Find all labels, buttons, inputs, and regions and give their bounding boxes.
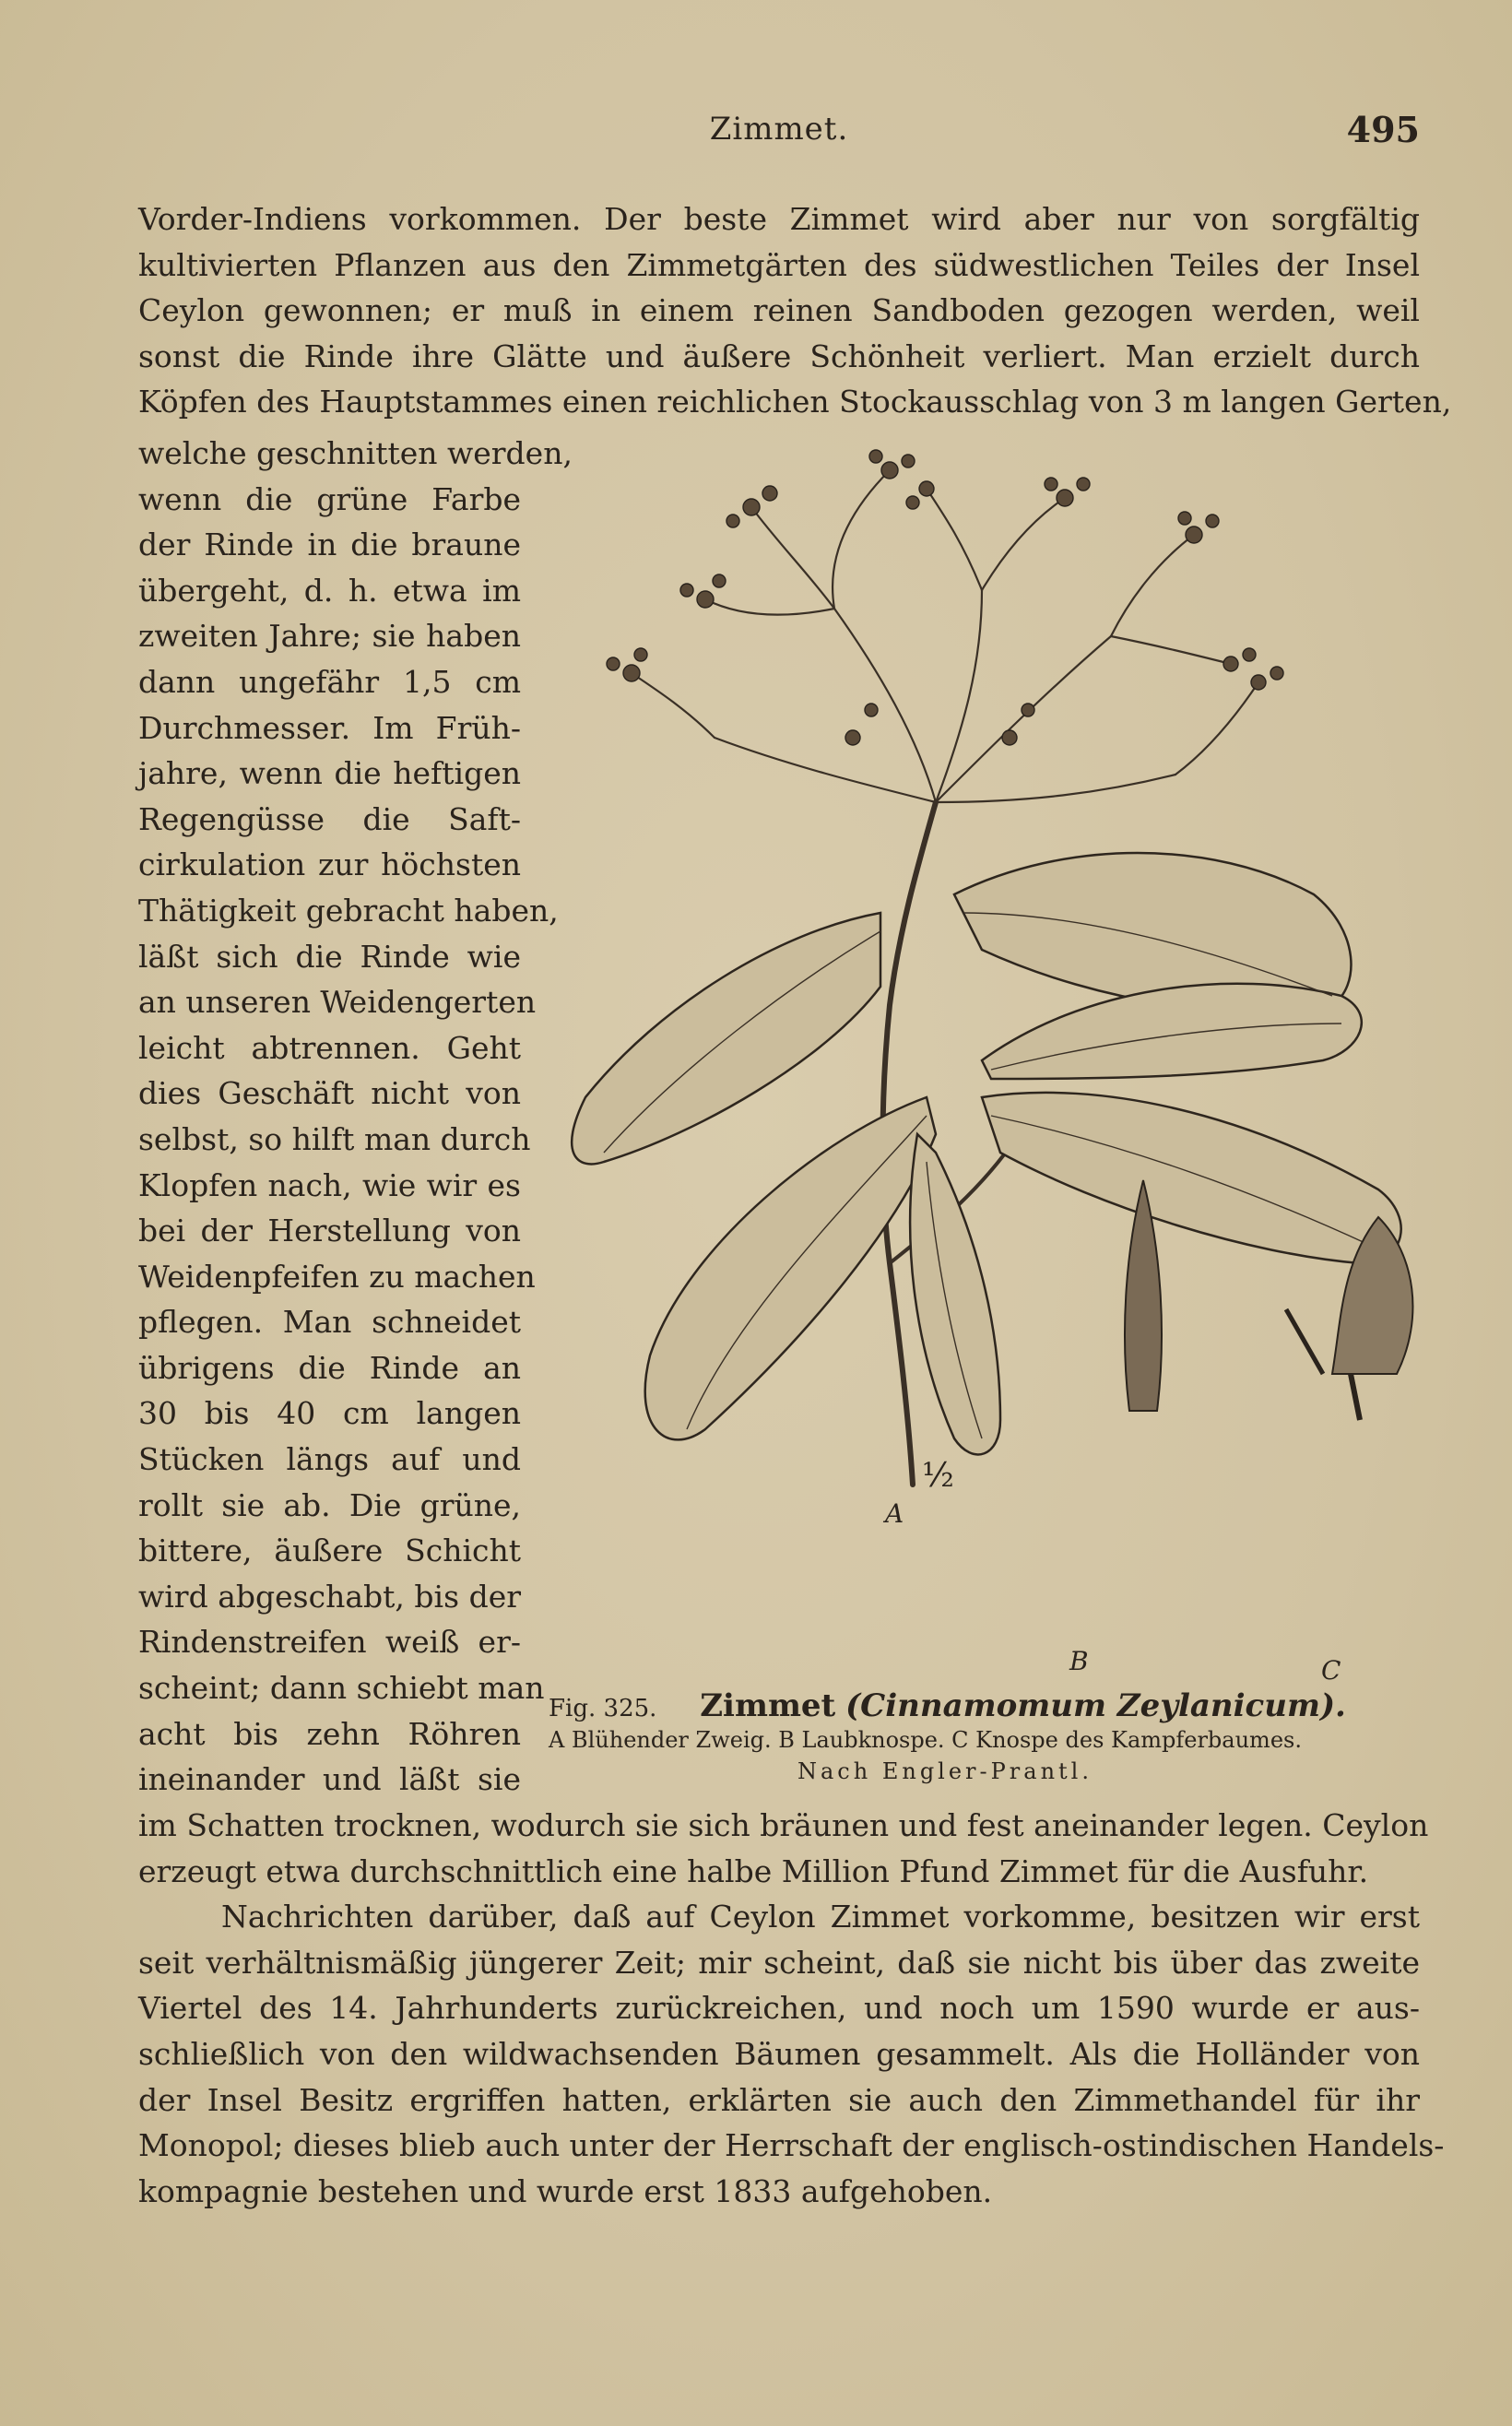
text-line: rollt sie ab. Die grüne, — [138, 1486, 521, 1523]
text-line: dann ungefähr 1,5 cm — [138, 663, 521, 700]
figure-caption — [549, 1687, 1424, 1787]
caption-description: A Blühender Zweig. B Laubknospe. C Knospe des Kampferbaumes. — [549, 1727, 1302, 1753]
text-line: 30 bis 40 cm langen — [138, 1395, 521, 1432]
text-line: Köpfen des Hauptstammes einen reichlichen Stockausschlag von 3 m langen Gerten, — [138, 384, 1452, 420]
text-line: bittere, äußere Schicht — [138, 1533, 521, 1569]
caption-title: Zimmet — [700, 1687, 836, 1724]
text-line: zweiten Jahre; sie haben — [138, 618, 521, 655]
text-line: Nachrichten darüber, daß auf Ceylon Zimmet vorkomme, besitzen wir erst — [221, 1899, 1420, 1935]
running-head-title: Zimmet. — [709, 111, 849, 148]
text-line: übrigens die Rinde an — [138, 1349, 521, 1386]
text-line: der Rinde in die braune — [138, 527, 521, 563]
figure-label-a: A — [885, 1498, 904, 1529]
text-line: ineinander und läßt sie — [138, 1761, 521, 1798]
text-line: welche geschnitten werden, — [138, 435, 573, 471]
text-line: erzeugt etwa durchschnittlich eine halbe Million Pfund Zimmet für die Ausfuhr. — [138, 1852, 1369, 1889]
text-line: wenn die grüne Farbe — [138, 480, 521, 517]
text-line: der Insel Besitz ergriffen hatten, erklärten sie auch den Zimmethandel für ihr — [138, 2081, 1420, 2118]
text-line: wird abgeschabt, bis der — [138, 1578, 521, 1615]
text-line: dies Geschäft nicht von — [138, 1075, 521, 1112]
wrapped-text-column — [138, 431, 573, 1803]
text-line: an unseren Weidengerten — [138, 984, 537, 1021]
figure-label-scale: ½ — [922, 1457, 954, 1495]
text-line: sonst die Rinde ihre Glätte und äußere Schönheit verliert. Man erzielt durch — [138, 337, 1420, 374]
cinnamon-illustration — [549, 433, 1424, 1687]
text-line: Weidenpfeifen zu machen — [138, 1258, 536, 1295]
text-line: im Schatten trocknen, wodurch sie sich bräunen und fest aneinander legen. Ceylon — [138, 1807, 1429, 1843]
text-line: Ceylon gewonnen; er muß in einem reinen Sandboden gezogen werden, weil — [138, 292, 1420, 329]
text-line: übergeht, d. h. etwa im — [138, 572, 521, 609]
text-line: Rindenstreifen weiß er- — [138, 1624, 521, 1661]
text-line: Vorder-Indiens vorkommen. Der beste Zimmet wird aber nur von sorgfältig — [138, 201, 1420, 237]
text-line: Stücken längs auf und — [138, 1441, 521, 1478]
text-line: seit verhältnismäßig jüngerer Zeit; mir scheint, daß sie nicht bis über das zweite — [138, 1944, 1420, 1981]
figure-number: Fig. 325. — [549, 1695, 657, 1722]
text-line: selbst, so hilft man durch — [138, 1120, 531, 1157]
page-number: 495 — [1346, 109, 1420, 150]
figure-label-b: B — [1069, 1646, 1089, 1676]
text-line: Thätigkeit gebracht haben, — [138, 892, 559, 929]
running-head — [138, 109, 1420, 155]
caption-source: Nach Engler-Prantl. — [797, 1758, 1093, 1784]
text-line: acht bis zehn Röhren — [138, 1715, 521, 1752]
figure-label-c: C — [1321, 1655, 1341, 1686]
text-line: pflegen. Man schneidet — [138, 1304, 521, 1341]
text-line: Regengüsse die Saft- — [138, 800, 521, 837]
text-line: Monopol; dieses blieb auch unter der Herrschaft der englisch-ostindischen Handels- — [138, 2127, 1445, 2164]
text-line: schließlich von den wildwachsenden Bäumen gesammelt. Als die Holländer von — [138, 2035, 1420, 2072]
botanical-drawing — [549, 433, 1424, 1687]
caption-latin-name: (Cinnamomum Zeylanicum). — [845, 1687, 1346, 1724]
top-paragraph — [138, 196, 1452, 425]
text-line: jahre, wenn die heftigen — [138, 755, 521, 792]
text-line: leicht abtrennen. Geht — [138, 1029, 521, 1066]
text-line: Durchmesser. Im Früh- — [138, 709, 521, 746]
text-line: cirkulation zur höchsten — [138, 846, 521, 883]
text-line: kultivierten Pflanzen aus den Zimmetgärten des südwestlichen Teiles der Insel — [138, 246, 1420, 283]
text-line: Viertel des 14. Jahrhunderts zurückreichen, und noch um 1590 wurde er aus- — [138, 1990, 1420, 2027]
text-line: läßt sich die Rinde wie — [138, 938, 521, 975]
text-line: kompagnie bestehen und wurde erst 1833 aufgehoben. — [138, 2172, 993, 2209]
text-line: scheint; dann schiebt man — [138, 1670, 545, 1707]
text-line: Klopfen nach, wie wir es — [138, 1166, 521, 1203]
text-line: bei der Herstellung von — [138, 1213, 521, 1249]
bottom-paragraphs — [138, 1803, 1445, 2214]
